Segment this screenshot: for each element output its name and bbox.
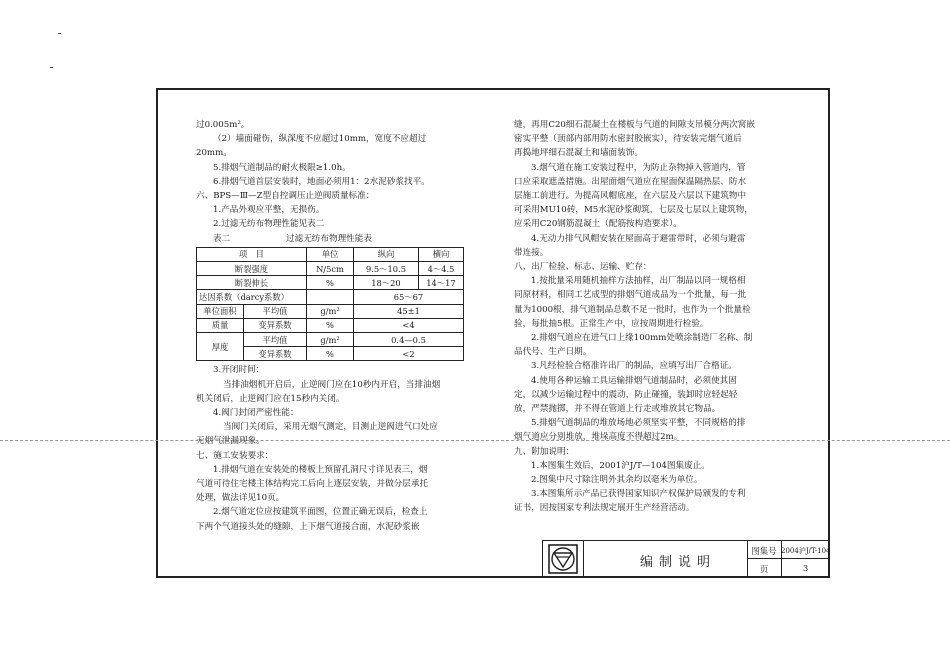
paragraph: 缝，再用C20细石混凝土在楼板与气道的间隙支吊模分两次窝嵌	[514, 120, 755, 130]
table-cell: 变异系数	[244, 318, 307, 332]
paragraph: 下两个气道接头处的缝隙，上下烟气道接合面，水泥砂浆嵌	[196, 521, 420, 532]
table-cell: %	[307, 276, 354, 290]
table-header: 项 目	[197, 247, 307, 261]
paragraph: 4.无动力排气风帽安装在屋面高于避雷带时，必须与避雷	[531, 233, 746, 244]
paragraph: 1.本图集生效后，2001沪J/T—104图集废止。	[531, 460, 710, 471]
left-column	[196, 118, 496, 534]
paragraph: （2）墙面碰伤，纵深度不应超过10mm，宽度不应超过	[213, 134, 427, 145]
table-cell: 14～17	[419, 276, 464, 290]
table-caption	[196, 232, 496, 246]
table-cell: 断裂强度	[197, 262, 307, 276]
atlas-number-label: 图集号	[751, 546, 777, 556]
paragraph: 2.图集中尺寸除注明外其余均以毫米为单位。	[531, 475, 703, 486]
section-heading: 七、施工安装要求：	[196, 450, 274, 461]
paragraph: 定，以减少运输过程中的震动，防止碰撞，装卸时应轻起轻	[514, 389, 738, 400]
table-row	[197, 290, 464, 304]
table-cell: 45±1	[354, 304, 464, 318]
table-label: 表二	[213, 233, 231, 244]
paragraph: 4.阀门封闭严密性能：	[213, 407, 299, 418]
paragraph: 2.烟气道定位应按建筑平面图，位置正确无误后，检查上	[213, 507, 428, 518]
atlas-number: 2004沪J/T-104	[781, 547, 831, 555]
paragraph: 再捣地坪细石混凝土和墙面装饰。	[514, 148, 643, 159]
paragraph: 应采用C20钢筋混凝土（配筋按构造要求）。	[514, 219, 682, 230]
paragraph: 层施工前进行。为提高风帽底座，在六层及六层以下建筑物中	[514, 191, 747, 202]
paragraph: 品代号、生产日期。	[514, 347, 592, 358]
right-column	[514, 118, 819, 516]
paragraph: 3.烟气道在施工安装过程中，为防止杂物掉入管道内，管	[531, 162, 746, 173]
table-cell: 65～67	[354, 290, 464, 304]
paragraph: 放，严禁抛掷，并不得在管道上行走或堆放其它物品。	[514, 404, 721, 415]
paragraph: 验，每批抽5根。正常生产中，应按周期进行检验。	[514, 318, 709, 329]
paragraph: 20mm。	[196, 148, 232, 159]
table-cell: 平均值	[244, 304, 307, 318]
table-cell: 质量	[197, 318, 244, 332]
table-header: 纵向	[354, 247, 419, 261]
standard-logo-icon	[548, 544, 578, 574]
table-header: 横向	[419, 247, 464, 261]
paragraph: 5.排烟气道制品的堆放场地必须坚实平整，不同规格的排	[531, 418, 746, 429]
table-header: 单位	[307, 247, 354, 261]
drawing-title: 编制说明	[639, 555, 716, 570]
paragraph: 2.过滤无纺布物理性能见表二	[213, 219, 325, 230]
paragraph: 烟气道应分别堆放，堆垛高度不得超过2m。	[514, 432, 683, 443]
section-heading: 九、附加说明：	[514, 446, 575, 457]
paragraph: 带连接。	[514, 247, 549, 258]
table-row	[197, 318, 464, 332]
table-cell: 达因系数（darcy系数）	[197, 290, 307, 304]
paragraph: 当排油烟机开启后，止逆阀门应在10秒内开启，当排油烟	[223, 379, 441, 390]
table-cell: 4～4.5	[419, 262, 464, 276]
paragraph: 6.排烟气道首层安装时，地面必须用1：2水泥砂浆找平。	[213, 176, 430, 187]
physical-properties-table	[196, 247, 464, 362]
table-cell: 断裂伸长	[197, 276, 307, 290]
paragraph: 2.排烟气道应在进气口上缘100mm处喷涂制造厂名称、制	[531, 333, 753, 344]
table-cell: %	[307, 318, 354, 332]
paragraph: 3.开闭时间：	[213, 365, 265, 376]
paragraph: 同原材料，相同工艺成型的排烟气道成品为一个批量，每一批	[514, 290, 747, 301]
section-heading: 八、出厂检验、标志、运输、贮存：	[514, 262, 652, 273]
paragraph: 1.产品外观应平整，无损伤。	[213, 205, 325, 216]
table-cell: 18～20	[354, 276, 419, 290]
table-cell	[307, 290, 354, 304]
paragraph: 量为1000根，排气道制品总数不足一批时，也作为一个批量检	[514, 304, 751, 315]
paragraph: 过0.005m²。	[196, 120, 250, 130]
table-cell: 9.5～10.5	[354, 262, 419, 276]
paragraph: 3.凡经检验合格准许出厂的制品，应填写出厂合格证。	[531, 361, 737, 372]
page-label: 页	[759, 564, 769, 574]
table-title: 过滤无纺布物理性能表	[286, 233, 372, 244]
separator	[583, 541, 584, 578]
paragraph: 1.排烟气道在安装处的楼板上预留孔洞尺寸详见表三，烟	[213, 464, 428, 475]
paragraph: 机关闭后，止逆阀门应在15秒内关闭。	[196, 393, 345, 404]
paragraph: 4.使用各种运输工具运输排烟气道制品时，必须使其固	[531, 375, 737, 386]
table-cell: g/m²	[307, 304, 354, 318]
table-cell: N/5cm	[307, 262, 354, 276]
paragraph: 可采用MU10砖，M5水泥砂浆砌筑，七层及七层以上建筑物，	[514, 205, 753, 216]
paragraph: 处理，做法详见10页。	[196, 493, 285, 504]
paragraph: 3.本图集所示产品已获得国家知识产权保护局颁发的专利	[531, 489, 746, 500]
title-block	[542, 540, 829, 578]
table-cell: 变异系数	[244, 347, 307, 361]
paragraph: 当阀门关闭后，采用无烟气测定，目测止逆阀进气口处应	[223, 422, 438, 433]
table-cell: g/m²	[307, 332, 354, 346]
paragraph: 无烟气泄漏现象。	[196, 436, 265, 447]
scan-speck	[58, 33, 61, 34]
table-row	[197, 262, 464, 276]
table-row	[197, 276, 464, 290]
table-cell: 平均值	[244, 332, 307, 346]
paragraph: 1.按批量采用随机抽样方法抽样，出厂制品以同一规格相	[531, 276, 746, 287]
section-heading: 六、BPS—Ⅲ—Z型自控调压止逆阀质量标准：	[196, 191, 375, 202]
paragraph: 5.排烟气道制品的耐火极限≥1.0h。	[213, 162, 351, 173]
page-number: 3	[802, 563, 809, 573]
table-cell: %	[307, 347, 354, 361]
table-cell: 0.4—0.5	[354, 332, 464, 346]
paragraph: 密实平整（顶部内部用防水密封胶嵌实），待安装完烟气道后	[514, 134, 742, 145]
table-cell: 单位面积	[197, 304, 244, 318]
table-cell: 厚度	[197, 332, 244, 360]
separator	[747, 558, 830, 559]
table-row	[197, 332, 464, 346]
paragraph: 气道可待住宅楼主体结构完工后向上逐层安装，并做分层承托	[196, 478, 429, 489]
table-row	[197, 304, 464, 318]
scan-speck	[50, 67, 53, 68]
paragraph: 口应采取遮盖措施。出屋面烟气道应在屋面保温隔热层、防水	[514, 176, 747, 187]
table-cell: <4	[354, 318, 464, 332]
table-cell: <2	[354, 347, 464, 361]
paragraph: 证书，因按国家专利法规定展开生产经营活动。	[514, 503, 695, 514]
